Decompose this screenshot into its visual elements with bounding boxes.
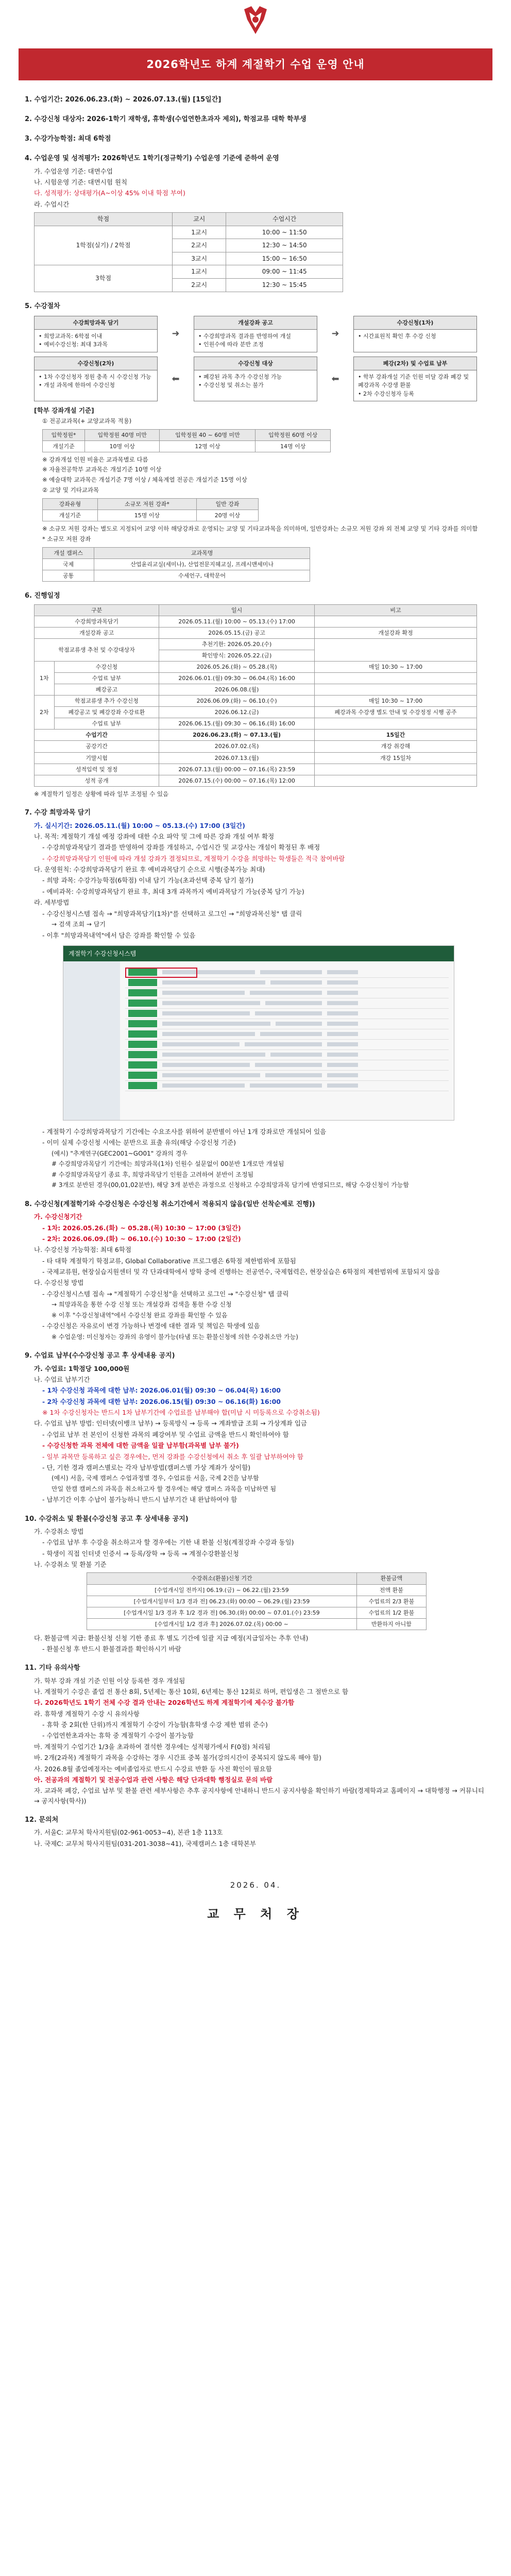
line: ※ 자율전공학부 교과목은 개설기준 10명 이상 xyxy=(42,466,162,473)
table-cell: 수업기간 xyxy=(35,730,159,741)
table-row xyxy=(35,730,477,741)
table-header: 교시 xyxy=(173,213,226,226)
table-cell: 수업료의 2/3 환불 xyxy=(356,1596,426,1607)
table-cell: [수업개시일 1/3 경과 후 1/2 경과 전] 06.30.(화) 00:00 ~ 07.01.(수) 23:59 xyxy=(87,1607,357,1618)
system-screenshot xyxy=(63,945,454,1121)
table-row xyxy=(43,510,259,521)
table-row xyxy=(35,616,477,627)
line: ※ 수업운영: 미신청자는 강좌의 유영이 불가능(타냄 또는 환불신청에 의한 수강취소만 가능) xyxy=(52,1333,298,1341)
procedure-step xyxy=(353,357,477,402)
line: 자. 교과목 폐강, 수업료 납부 및 환불 관련 세부사항은 추후 공지사항에 안내하니 반드시 공지사항을 확인하기 바람(경제학과교 홈페이지 → 대학행정 → 커뮤니티 → 공지사항(학사)) xyxy=(34,1787,484,1805)
table-row xyxy=(35,718,477,730)
line: 가. 수업료: 1학점당 100,000원 xyxy=(34,1364,130,1372)
line: - 이미 실제 수강신청 시에는 분반으로 표출 유의(해당 수강신청 기준) xyxy=(42,1139,236,1147)
section-title: 12. 문의처 xyxy=(25,1816,59,1824)
step-body: • 1차 수강신청자 정원 충족 시 수강신청 가능 • 개설 과목에 한하여 수강신청 xyxy=(39,373,151,389)
line: 나. 수업료 납부기간 xyxy=(34,1375,90,1383)
table-cell: 산업윤리교실(세미나), 산업전문지혜교실, 프레시맨세미나 xyxy=(94,558,310,570)
section-refund xyxy=(25,1514,486,1654)
section-procedure xyxy=(25,301,486,582)
line: - 1차: 2026.05.26.(화) ~ 05.28.(목) 10:30 ~ 17:00 (3일간) xyxy=(42,1224,241,1232)
table-cell: 2교시 xyxy=(173,279,226,292)
table-cell: 학점교류생 추가 수강신청 xyxy=(54,696,159,707)
table-row xyxy=(35,741,477,752)
table-cell: 1학점(실기) / 2학점 xyxy=(35,226,173,265)
line: - 수강신청시스템 접속 → "희망과목담기(1차)"를 선택하고 로그인 → "희망과목신청" 탭 클릭 xyxy=(42,909,302,918)
table-cell xyxy=(314,639,476,662)
table-header: 수업시간 xyxy=(226,213,343,226)
table-cell: 확인방식: 2026.05.22.(금) xyxy=(159,650,315,662)
line: - 학생이 직접 인터넷 인증서 → 등록/장학 → 등록 → 계절수강환불신청 xyxy=(42,1549,239,1557)
table-cell: 추천기한: 2026.05.20.(수) xyxy=(159,639,315,650)
notice-body xyxy=(0,95,511,1924)
section-title: 8. 수강신청(계절학기와 수강신청은 수강신청 취소기간에서 적용되지 않음(일반 선착순제로 진행)) xyxy=(25,1200,315,1209)
arrow-left-icon: ⬅ xyxy=(172,373,180,384)
line: 다. 운영원칙: 수강희망과목담기 완료 후 예비과목담기 순으로 시행(중복가능 최대) xyxy=(34,866,265,874)
line: → 희망과목을 통한 수강 신청 또는 개설강좌 검색을 통한 수강 신청 xyxy=(52,1301,232,1309)
line: 나. 목적: 계절학기 개설 예정 강좌에 대한 수요 파악 및 그에 따른 강좌 개설 여부 확정 xyxy=(34,832,275,840)
section-title: 11. 기타 유의사항 xyxy=(25,1664,80,1672)
table-cell: 전액 환불 xyxy=(356,1584,426,1596)
table-cell xyxy=(314,764,476,775)
table-row xyxy=(35,265,343,279)
table-cell: 2교시 xyxy=(173,239,226,252)
line: - 2차: 2026.06.09.(화) ~ 06.10.(수) 10:30 ~ 17:00 (2일간) xyxy=(42,1234,241,1243)
line: ② 교양 및 기타교과목 xyxy=(42,486,99,494)
section-title: 1. 수업기간: 2026.06.23.(화) ~ 2026.07.13.(월) [15일간] xyxy=(25,96,222,104)
table-header: 교과목명 xyxy=(94,547,310,558)
line: 가. 서울C: 교무처 학사지원팀(02-961-0053~4), 본관 1층 113호 xyxy=(34,1828,223,1837)
line: # 수강희망과목담기 종료 후, 희망과목담기 인원을 고려하여 분반이 조정됨 xyxy=(52,1171,254,1178)
line: 나. 계절학기 수강은 졸업 전 통산 8회, 5년제는 통산 10회, 6년제는 통산 12회로 하며, 편입생은 그 절반으로 함 xyxy=(34,1687,349,1696)
page-title-banner xyxy=(19,48,492,80)
table-row xyxy=(35,662,477,673)
table-cell: 수강희망과목담기 xyxy=(35,616,159,627)
line: - 국제교류원, 현장실습지원센터 및 각 단과대학에서 방학 중에 진행하는 전공연수, 국제협력은, 현장실습은 6학점의 제한범위에 포함되지 않음 xyxy=(42,1268,440,1276)
table-row xyxy=(35,775,477,786)
table-header: 입학정원 60명 이상 xyxy=(256,429,331,440)
table-cell xyxy=(314,718,476,730)
table-cell xyxy=(314,616,476,627)
table-cell: 수강신청 xyxy=(54,662,159,673)
table-header: 일반 강좌 xyxy=(196,498,258,510)
table-header: 비고 xyxy=(314,604,476,616)
table-cell: 2026.05.26.(화) ~ 05.28.(목) xyxy=(159,662,315,673)
section-registration xyxy=(25,1199,486,1342)
table-cell: 수업료의 1/2 환불 xyxy=(356,1607,426,1618)
table-header: 입학정원 40 ~ 60명 미만 xyxy=(160,429,256,440)
section-contact xyxy=(25,1815,486,1849)
line: - 수강희망과목담기 인원에 따라 개설 강좌가 결정되므로, 계절학기 수강을 희망하는 학생들은 적극 참여바람 xyxy=(42,854,345,862)
table-row xyxy=(35,696,477,707)
section-notes xyxy=(25,1663,486,1806)
criteria-table xyxy=(42,429,331,452)
screenshot-sidebar xyxy=(63,961,120,1120)
issuer-name: 교 무 처 장 xyxy=(207,1907,304,1922)
step-title: 수강신청(2차) xyxy=(35,357,157,370)
arrow-right-icon: ➜ xyxy=(172,328,180,340)
table-row xyxy=(35,707,477,718)
step-title: 수강희망과목 담기 xyxy=(35,316,157,330)
table-cell: 폐강공고 및 폐강강좌 수강료환 xyxy=(54,707,159,718)
section-title: 2. 수강신청 대상자: 2026-1학기 재학생, 휴학생(수업연한초과자 제외), 학점교류 대학 학부생 xyxy=(25,115,306,124)
table-cell: 수업료 납부 xyxy=(54,673,159,684)
line: ※ 예술대학 교과목은 개설기준 7명 이상 / 체육계열 전공은 개설기준 15명 이상 xyxy=(42,476,247,484)
table-row xyxy=(35,764,477,775)
table-cell xyxy=(314,684,476,696)
section-title: 4. 수업운영 및 성적평가: 2026학년도 1학기(정규학기) 수업운영 기준에 준하여 운영 xyxy=(25,155,279,163)
table-cell: 성적 공개 xyxy=(35,775,159,786)
schedule-table xyxy=(34,604,477,787)
table-cell: [수업개시일 1/2 경과 후] 2026.07.02.(목) 00:00 ~ xyxy=(87,1618,357,1630)
table-header: 환불금액 xyxy=(356,1573,426,1584)
table-cell: 수세언구, 대학문어 xyxy=(94,570,310,581)
table-cell: 2026.06.08.(월) xyxy=(159,684,315,696)
section-wishlist xyxy=(25,808,486,1190)
table-cell: 2026.06.15.(월) 09:30 ~ 06.16.(화) 16:00 xyxy=(159,718,315,730)
line: 가. 학부 강좌 개설 기준 인원 이상 등록한 경우 개설됨 xyxy=(34,1676,185,1685)
logo-area xyxy=(0,0,511,43)
line: - 휴학 중 2회(한 단위)까지 계절학기 수강이 가능함(휴학생 수강 제한 범위 준수) xyxy=(42,1721,268,1729)
line: - 수업료 납부 전 본인이 신청한 과목의 폐강여부 및 수업료 금액을 반드시 확인하여야 함 xyxy=(42,1430,289,1438)
procedure-step xyxy=(353,316,477,352)
table-cell: 개설기준 xyxy=(43,510,98,521)
line: 라. 세부방법 xyxy=(34,899,70,907)
line: - 수업연한초과자는 휴학 중 계절학기 수강이 불가능함 xyxy=(42,1732,194,1740)
table-cell: 2026.06.12.(금) xyxy=(159,707,315,718)
table-cell: 2026.07.02.(목) xyxy=(159,741,315,752)
table-header: 구분 xyxy=(35,604,159,616)
table-row xyxy=(35,752,477,764)
table-header: 소규모 저원 강좌* xyxy=(97,498,196,510)
table-cell xyxy=(314,775,476,786)
line: (예시) 서울, 국제 캠퍼스 수업과정별 경우, 수업료를 서울, 국제 2건을 납부함 xyxy=(52,1475,259,1482)
table-cell: 2026.06.01.(월) 09:30 ~ 06.04.(목) 16:00 xyxy=(159,673,315,684)
line: 다. 성적평가: 상대평가(A~이상 45% 이내 학점 부여) xyxy=(34,189,185,197)
table-cell: 폐강과목 수강생 별도 안내 및 수강정정 시행 공주 xyxy=(314,707,476,718)
section-title: 9. 수업료 납부(수수강신청 공고 후 상세내용 공지) xyxy=(25,1352,175,1360)
line: 가. 수강신청기간 xyxy=(34,1213,82,1221)
table-cell: 12:30 ~ 14:50 xyxy=(226,239,343,252)
table-header: 수강취소(환불)신청 기간 xyxy=(87,1573,357,1584)
notice-date: 2026. 04. xyxy=(230,1880,281,1890)
line: - 일부 과목만 등록하고 싶은 경우에는, 먼저 강좌를 수강신청에서 취소 후 일괄 납부하여야 함 xyxy=(42,1452,303,1461)
line: 다. 2026학년도 1학기 전체 수강 결과 안내는 2026학년도 하계 계절학기에 제수강 불가함 xyxy=(34,1699,295,1707)
table-header: 개설 캠퍼스 xyxy=(43,547,94,558)
screenshot-title: 계절학기 수강신청시스템 xyxy=(69,950,137,957)
line: * 소규모 저원 강좌 xyxy=(42,535,91,543)
table-cell: 2026.05.15.(금) 공고 xyxy=(159,627,315,638)
line: (예시) "추계연구(GEC2001~GO01" 강좌의 경우 xyxy=(52,1149,188,1157)
table-cell: 반환하지 아니함 xyxy=(356,1618,426,1630)
table-cell: 학점교류생 추천 및 수강대상자 xyxy=(35,639,159,662)
section-eligibility xyxy=(25,114,486,125)
table-cell: 기말시험 xyxy=(35,752,159,764)
table-cell: 1교시 xyxy=(173,265,226,279)
table-cell: 1교시 xyxy=(173,226,226,239)
procedure-step xyxy=(194,316,317,352)
line: ※ 계절학기 일정은 상황에 따라 일부 조정될 수 있음 xyxy=(34,790,169,798)
step-body: • 수강희망과목 결과를 반영하여 개설 • 인원수에 따라 분반 조정 xyxy=(198,332,291,348)
table-row xyxy=(35,673,477,684)
table-cell: 2차 xyxy=(35,696,55,730)
step-title: 수강신청(1차) xyxy=(354,316,476,330)
line: ※ 1차 수강신청자는 반드시 1차 납부기간에 수업료를 납부해야 합(미납 시 미등록으로 수강취소됨) xyxy=(42,1409,320,1416)
table-row xyxy=(35,627,477,638)
line: 바. 2개(2과목) 계절학기 과목을 수강하는 경우 시간표 중복 불가(강의시간이 중복되지 않도록 해야 함) xyxy=(34,1754,321,1762)
table-cell: [수업개시일부터 1/3 경과 전] 06.23.(화) 00:00 ~ 06.29.(월) 23:59 xyxy=(87,1596,357,1607)
table-cell: 수업료 납부 xyxy=(54,718,159,730)
step-body: • 폐강된 과목 추가 수강신청 가능 • 수강신청 및 취소는 불가 xyxy=(198,373,282,389)
line: → 검색 조회 → 담기 xyxy=(52,920,106,928)
table-cell: 2026.07.13.(월) 00:00 ~ 07.16.(목) 23:59 xyxy=(159,764,315,775)
arrow-right-icon: ➜ xyxy=(331,328,339,340)
section-title: 5. 수강절차 xyxy=(25,302,60,310)
step-body: • 희망교과목: 6학점 이내 • 예비수강신청: 최대 3과목 xyxy=(39,332,108,348)
liberal-arts-table xyxy=(42,498,259,521)
table-row xyxy=(43,570,310,581)
screenshot-main xyxy=(125,968,449,1115)
table-header: 학점 xyxy=(35,213,173,226)
table-header: 입학정원 40명 미만 xyxy=(84,429,160,440)
table-cell xyxy=(314,673,476,684)
line: - 수강희망과목담기 결과를 반영하여 강좌를 개설하고, 수업시간 및 교강사는 개설이 확정된 후 배정 xyxy=(42,843,320,852)
table-cell: 개강 15일차 xyxy=(314,752,476,764)
line: # 3개로 분반된 경우(00,01,02분반), 해당 3개 분반은 과정으로 신청하고 수강희망과목 담기에 반영되므로, 해당 수강신청이 가능함 xyxy=(52,1181,409,1189)
line: 마. 계절학기 수업기간 1/3을 초과하여 결석한 경우에는 성적평가에서 F(0점) 처리됨 xyxy=(34,1742,271,1751)
line: - 이후 "희망과목내역"에서 담은 강좌를 확인할 수 있음 xyxy=(42,931,196,939)
table-row xyxy=(43,440,331,452)
step-title: 수강신청 대상 xyxy=(194,357,317,370)
table-cell: 개설강좌 확정 xyxy=(314,627,476,638)
table-cell: 2026.06.09.(화) ~ 06.10.(수) xyxy=(159,696,315,707)
line: 가. 수강취소 방법 xyxy=(34,1527,84,1535)
table-cell: 3학점 xyxy=(35,265,173,292)
table-cell: 공통 xyxy=(43,570,94,581)
line: 만일 한캠 캠퍼스의 과목을 취소하고자 할 경우에는 해당 캠퍼스 과목을 미납하면 됨 xyxy=(52,1485,277,1493)
table-cell: 국제 xyxy=(43,558,94,570)
section-title: 7. 수강 희망과목 담기 xyxy=(25,809,91,817)
table-cell: 3교시 xyxy=(173,252,226,265)
line: 아. 전공과의 계절학기 및 전공수업과 관련 사항은 해당 단과대학 행정실로 문의 바람 xyxy=(34,1775,273,1784)
procedure-step xyxy=(194,357,317,402)
line: 다. 수업료 납부 방법: 인터넷(이뱅크 납부) → 등록방식 → 등록 → 계좌발급 조회 → 가상계좌 입금 xyxy=(34,1419,307,1428)
highlight-box xyxy=(125,968,197,978)
line: - 예비과목: 수강희망과목담기 완료 후, 최대 3개 과목까지 예비과목담기 가능(중복 담기 가능) xyxy=(42,887,304,895)
table-cell: 개강 취강해 xyxy=(314,741,476,752)
step-title: 폐강(2차) 및 수업료 납부 xyxy=(354,357,476,370)
table-cell: 14명 이상 xyxy=(256,440,331,452)
page-title: 2026학년도 하계 계절학기 수업 운영 안내 xyxy=(146,58,365,71)
table-row xyxy=(35,684,477,696)
line: 라. 휴학생 계절학기 수강 시 유의사항 xyxy=(34,1709,140,1718)
table-row xyxy=(35,226,343,239)
line: - 단, 기한 경과 캠퍼스별로는 각자 납부방법(캠퍼스별 가상 계좌가 상이함) xyxy=(42,1463,251,1471)
table-cell: 10:00 ~ 11:50 xyxy=(226,226,343,239)
table-cell: 폐강공고 xyxy=(54,684,159,696)
line: 가. 실시기간: 2026.05.11.(월) 10:00 ~ 05.13.(수) 17:00 (3일간) xyxy=(34,821,246,829)
section-title: 3. 수강가능학점: 최대 6학점 xyxy=(25,135,111,143)
table-cell: 09:00 ~ 11:45 xyxy=(226,265,343,279)
line: ※ 소규모 저원 강좌는 별도로 지정되어 교양 이하 해당강좌로 운영되는 교양 및 기타교과목을 의미하며, 일반강좌는 소규모 저원 강좌 외 전체 교양 및 기타 강좌를 의미함 xyxy=(42,524,478,532)
table-cell: 2026.06.23.(화) ~ 07.13.(월) xyxy=(159,730,315,741)
table-header: 강좌유형 xyxy=(43,498,98,510)
section-period xyxy=(25,95,486,105)
line: ※ 이후 "수강신청내역"에서 수강신청 완료 강좌를 확인할 수 있음 xyxy=(52,1311,228,1319)
line: 사. 2026.8월 졸업예정자는 예비졸업자로 반드시 수강료 반환 등 사전 확인이 필요함 xyxy=(34,1765,272,1773)
table-row xyxy=(87,1584,427,1596)
arrow-left-icon: ⬅ xyxy=(331,373,339,384)
criteria-title: [학부 강좌개설 기준] xyxy=(34,406,94,415)
table-row xyxy=(43,558,310,570)
procedure-step xyxy=(34,316,158,352)
table-header: 일시 xyxy=(159,604,315,616)
line: 나. 시험운영 기준: 대면시험 원칙 xyxy=(34,178,128,186)
section-operation xyxy=(25,154,486,292)
table-cell: 개설기준 xyxy=(43,440,85,452)
line: - 납부기간 이후 수납이 불가능하니 반드시 납부기간 내 완납하여야 함 xyxy=(42,1496,237,1504)
line: - 타 대학 계절학기 학점교류, Global Collaborative 프로그램은 6학점 제한범위에 포함됨 xyxy=(42,1257,296,1265)
table-cell: 12:30 ~ 15:45 xyxy=(226,279,343,292)
table-cell: 12명 이상 xyxy=(160,440,256,452)
table-row xyxy=(87,1607,427,1618)
step-body: • 시간표원칙 확인 후 수강 신청 xyxy=(358,332,436,340)
section-tuition xyxy=(25,1351,486,1504)
class-time-table xyxy=(34,212,343,292)
university-emblem-icon xyxy=(240,4,271,35)
table-cell: 개설강좌 공고 xyxy=(35,627,159,638)
line: - 2차 수강신청 과목에 대한 납부: 2026.06.15(월) 09:30 ~ 06.16(화) 16:00 xyxy=(42,1397,281,1405)
line: 다. 수강신청 방법 xyxy=(34,1279,84,1287)
table-cell: 매일 10:30 ~ 17:00 xyxy=(314,696,476,707)
line: ① 전공교과목(+ 교양교과목 적용) xyxy=(42,417,132,425)
table-row xyxy=(87,1618,427,1630)
table-cell: 2026.07.15.(수) 00:00 ~ 07.16.(목) 12:00 xyxy=(159,775,315,786)
line: - 1차 수강신청 과목에 대한 납부: 2026.06.01(월) 09:30 ~ 06.04(목) 16:00 xyxy=(42,1386,281,1395)
line: ※ 강좌개설 인원 비율은 교과목별로 다름 xyxy=(42,455,148,463)
line: - 수강신청한 과목 전체에 대한 금액을 일괄 납부함(과목별 납부 불가) xyxy=(42,1442,239,1450)
table-cell: 공강기간 xyxy=(35,741,159,752)
section-title: 6. 진행일정 xyxy=(25,591,60,600)
small-class-table xyxy=(42,547,310,582)
refund-table xyxy=(87,1572,427,1630)
table-cell: 성적입력 및 정정 xyxy=(35,764,159,775)
line: 다. 환불금액 지급: 환불신청 신청 기한 종료 후 별도 기간에 일괄 지급 예정(지급일자는 추후 안내) xyxy=(34,1634,309,1642)
table-cell: 15:00 ~ 16:50 xyxy=(226,252,343,265)
procedure-step xyxy=(34,357,158,402)
line: - 희망 과목: 수강가능학점(6학점) 이내 담기 가능(초과선택 중복 담기 불가) xyxy=(42,876,254,885)
line: 나. 수강취소 및 환불 기준 xyxy=(34,1561,107,1569)
step-title: 개설강좌 공고 xyxy=(194,316,317,330)
table-cell: 20명 이상 xyxy=(196,510,258,521)
line: - 수업료 납부 후 수강을 취소하고자 할 경우에는 기한 내 환불 신청(계절강좌 수강과 동일) xyxy=(42,1538,294,1547)
table-cell: 1차 xyxy=(35,662,55,696)
screenshot-title-bar xyxy=(63,946,454,961)
table-cell: 15일간 xyxy=(314,730,476,741)
table-header: 입학정원* xyxy=(43,429,85,440)
table-cell: 10명 이상 xyxy=(84,440,160,452)
line: 가. 수업운영 기준: 대면수업 xyxy=(34,167,113,175)
line: 라. 수업시간 xyxy=(34,200,70,208)
line: 나. 국제C: 교무처 학사지원팀(031-201-3038~41), 국제캠퍼스 1층 대학본부 xyxy=(34,1839,256,1848)
section-schedule xyxy=(25,591,486,799)
section-credits xyxy=(25,134,486,144)
procedure-diagram xyxy=(34,316,477,402)
table-cell: [수업개시일 전까지] 06.19.(금) ~ 06.22.(월) 23:59 xyxy=(87,1584,357,1596)
line: 나. 수강신청 가능학점: 최대 6학점 xyxy=(34,1246,132,1254)
line: - 수강신청은 자유로이 변경 가능하나 변경에 대한 결과 및 책임은 학생에 있음 xyxy=(42,1322,260,1330)
line: - 계절학기 수강희망과목담기 기간에는 수요조사를 위하여 분반별이 아닌 1개 강좌로만 개설되어 있음 xyxy=(42,1127,327,1136)
table-row xyxy=(35,639,477,650)
table-row xyxy=(87,1596,427,1607)
table-cell: 15명 이상 xyxy=(97,510,196,521)
table-cell: 매일 10:30 ~ 17:00 xyxy=(314,662,476,673)
line: - 수강신청시스템 접속 → "계절학기 수강신청"을 선택하고 로그인 → "수강신청" 탭 클릭 xyxy=(42,1290,289,1298)
table-cell: 2026.07.13.(월) xyxy=(159,752,315,764)
section-title: 10. 수강취소 및 환불(수강신청 공고 후 상세내용 공지) xyxy=(25,1515,189,1523)
table-cell: 2026.05.11.(월) 10:00 ~ 05.13.(수) 17:00 xyxy=(159,616,315,627)
line: - 환불신청 후 반드시 환불결과를 확인하시기 바람 xyxy=(42,1645,181,1653)
step-body: • 학부 강좌개설 기준 인원 미달 강좌 폐강 및 폐강과목 수강생 환불 • 2차 수강신청자 등록 xyxy=(358,373,469,397)
line: # 수강희망과목담기 기간에는 희망과목(1차) 인원수 설문없이 00분반 1개로만 개설됨 xyxy=(52,1160,284,1168)
